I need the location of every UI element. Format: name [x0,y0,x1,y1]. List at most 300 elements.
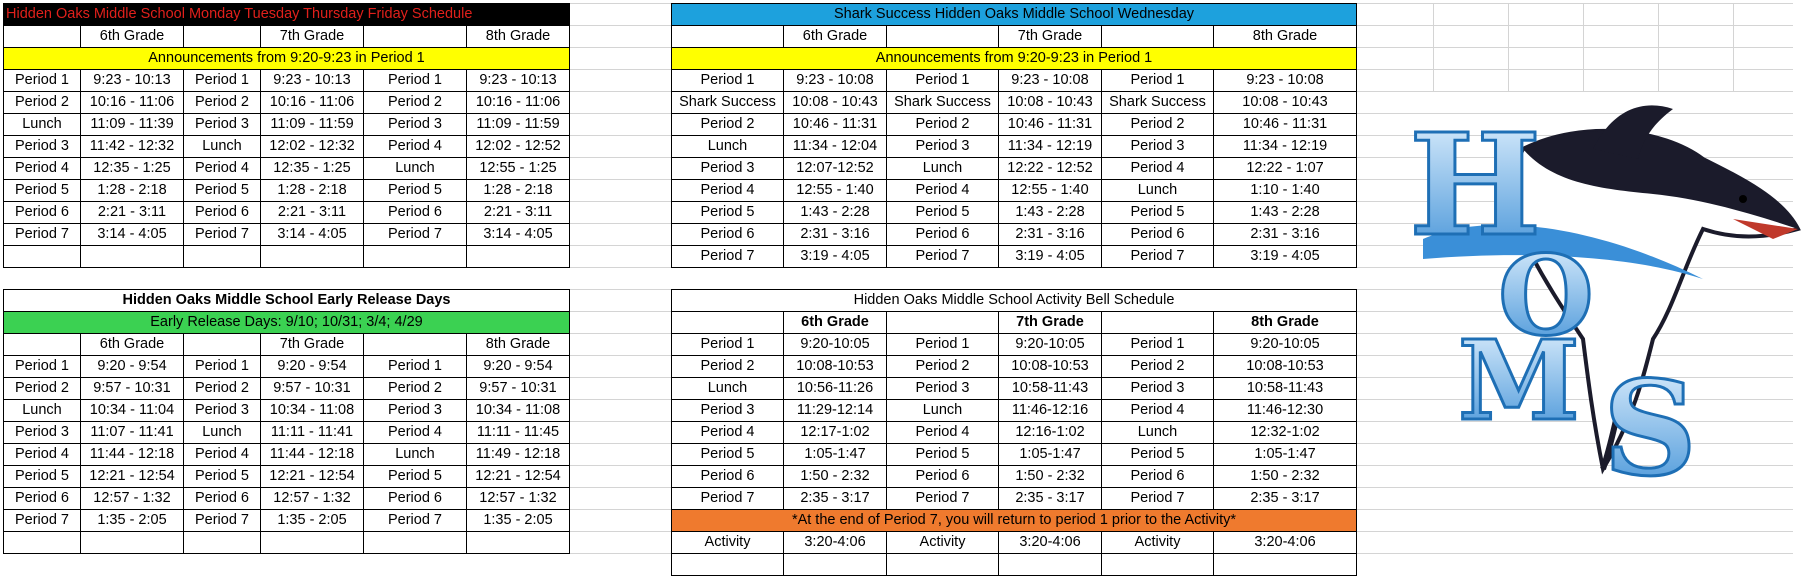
time-cell[interactable]: 11:29-12:14 [784,400,887,422]
time-cell[interactable]: 12:21 - 12:54 [81,466,184,488]
period-cell[interactable]: Period 3 [887,136,999,158]
time-cell[interactable]: 10:34 - 11:08 [261,400,364,422]
time-cell[interactable]: 3:19 - 4:05 [1214,246,1357,268]
period-cell[interactable]: Lunch [672,378,784,400]
time-cell[interactable]: 10:58-11:43 [1214,378,1357,400]
grade-7-header[interactable]: 7th Grade [999,26,1102,48]
early-release-table [3,289,570,554]
period-cell[interactable]: Period 2 [364,378,467,400]
period-cell[interactable]: Period 3 [672,400,784,422]
period-cell[interactable]: Period 5 [672,202,784,224]
table-row [4,466,570,488]
time-cell[interactable]: 9:20-10:05 [999,334,1102,356]
period-cell[interactable]: Period 3 [1102,378,1214,400]
time-cell[interactable]: 11:11 - 11:41 [261,422,364,444]
mtthf-announcements[interactable]: Announcements from 9:20-9:23 in Period 1 [4,48,570,70]
wednesday-announcements[interactable]: Announcements from 9:20-9:23 in Period 1 [672,48,1357,70]
period-cell[interactable]: Period 6 [364,488,467,510]
period-cell[interactable]: Period 6 [672,466,784,488]
cell[interactable] [364,532,467,554]
period-cell[interactable]: Period 3 [184,114,261,136]
period-cell[interactable]: Period 4 [184,444,261,466]
period-cell[interactable]: Period 4 [887,422,999,444]
table-row [672,180,1357,202]
time-cell[interactable]: 9:20-10:05 [784,334,887,356]
time-cell[interactable]: 3:20-4:06 [784,532,887,554]
period-cell[interactable]: Period 6 [887,224,999,246]
period-cell[interactable]: Period 1 [364,356,467,378]
period-cell[interactable]: Period 3 [364,114,467,136]
mtthf-title[interactable]: Hidden Oaks Middle School Monday Tuesday Thursday Friday Schedule [4,4,570,26]
grade-8-header[interactable]: 8th Grade [1214,26,1357,48]
time-cell[interactable]: 10:08 - 10:43 [1214,92,1357,114]
time-cell[interactable]: 10:46 - 11:31 [999,114,1102,136]
cell[interactable] [364,26,467,48]
time-cell[interactable]: 12:16-1:02 [999,422,1102,444]
period-cell[interactable]: Period 7 [672,488,784,510]
time-cell[interactable]: 12:22 - 1:07 [1214,158,1357,180]
early-release-dates[interactable]: Early Release Days: 9/10; 10/31; 3/4; 4/29 [4,312,570,334]
gridline [1658,3,1659,91]
time-cell[interactable]: 2:31 - 3:16 [999,224,1102,246]
cell[interactable] [672,26,784,48]
time-cell[interactable]: 1:43 - 2:28 [784,202,887,224]
time-cell[interactable]: 9:20 - 9:54 [261,356,364,378]
table-row [672,422,1357,444]
period-cell[interactable]: Activity [672,532,784,554]
period-cell[interactable]: Period 1 [672,70,784,92]
period-cell[interactable]: Period 5 [887,444,999,466]
time-cell[interactable]: 12:17-1:02 [784,422,887,444]
grade-6-header[interactable]: 6th Grade [81,26,184,48]
activity-rows [672,334,1357,510]
period-cell[interactable]: Period 3 [4,136,81,158]
time-cell[interactable]: 11:44 - 12:18 [81,444,184,466]
period-cell[interactable]: Period 2 [1102,356,1214,378]
cell[interactable] [4,532,81,554]
time-cell[interactable]: 10:58-11:43 [999,378,1102,400]
table-row [672,70,1357,92]
time-cell[interactable]: 10:34 - 11:04 [81,400,184,422]
time-cell[interactable]: 12:02 - 12:32 [261,136,364,158]
time-cell[interactable]: 3:20-4:06 [999,532,1102,554]
period-cell[interactable]: Period 4 [184,158,261,180]
period-cell[interactable]: Period 4 [4,444,81,466]
time-cell[interactable]: 9:23 - 10:08 [999,70,1102,92]
table-row [672,136,1357,158]
period-cell[interactable]: Period 7 [4,224,81,246]
table-row [4,70,570,92]
time-cell[interactable]: 12:07-12:52 [784,158,887,180]
period-cell[interactable]: Period 2 [887,114,999,136]
period-cell[interactable]: Period 2 [184,378,261,400]
time-cell[interactable]: 10:16 - 11:06 [81,92,184,114]
time-cell[interactable]: 11:09 - 11:59 [261,114,364,136]
period-cell[interactable]: Period 5 [4,180,81,202]
table-row [4,510,570,532]
period-cell[interactable]: Period 1 [364,70,467,92]
time-cell[interactable]: 11:09 - 11:59 [467,114,570,136]
period-cell[interactable]: Period 5 [887,202,999,224]
time-cell[interactable]: 12:21 - 12:54 [467,466,570,488]
grade-7-header[interactable]: 7th Grade [999,312,1102,334]
period-cell[interactable]: Lunch [887,158,999,180]
table-row [672,400,1357,422]
period-cell[interactable]: Period 2 [364,92,467,114]
period-cell[interactable]: Period 5 [1102,202,1214,224]
cell[interactable] [999,554,1102,576]
time-cell[interactable]: 1:50 - 2:32 [784,466,887,488]
table-row [672,356,1357,378]
period-cell[interactable]: Period 7 [184,224,261,246]
time-cell[interactable]: 1:28 - 2:18 [81,180,184,202]
time-cell[interactable]: 2:21 - 3:11 [467,202,570,224]
cell[interactable] [1102,554,1214,576]
time-cell[interactable]: 9:20 - 9:54 [467,356,570,378]
mtthf-schedule-table [3,3,570,268]
cell[interactable] [672,554,784,576]
cell[interactable] [184,334,261,356]
time-cell[interactable]: 3:14 - 4:05 [467,224,570,246]
logo-letter-h: H [1409,104,1542,268]
period-cell[interactable]: Shark Success [672,92,784,114]
time-cell[interactable]: 9:23 - 10:13 [467,70,570,92]
table-row [672,92,1357,114]
cell[interactable] [887,554,999,576]
period-cell[interactable]: Period 5 [4,466,81,488]
period-cell[interactable]: Period 4 [364,136,467,158]
period-cell[interactable]: Lunch [184,422,261,444]
table-row [672,158,1357,180]
time-cell[interactable]: 10:56-11:26 [784,378,887,400]
time-cell[interactable]: 10:08 - 10:43 [999,92,1102,114]
time-cell[interactable]: 10:08-10:53 [1214,356,1357,378]
period-cell[interactable]: Activity [1102,532,1214,554]
wednesday-title[interactable]: Shark Success Hidden Oaks Middle School Wednesday [672,4,1357,26]
period-cell[interactable]: Period 1 [1102,70,1214,92]
period-cell[interactable]: Lunch [1102,422,1214,444]
table-row [4,136,570,158]
time-cell[interactable]: 11:34 - 12:04 [784,136,887,158]
table-row [672,466,1357,488]
cell[interactable] [81,246,184,268]
table-row [672,532,1357,554]
cell[interactable] [261,246,364,268]
table-row [672,378,1357,400]
time-cell[interactable]: 1:05-1:47 [784,444,887,466]
time-cell[interactable]: 11:46-12:16 [999,400,1102,422]
table-row [4,422,570,444]
period-cell[interactable]: Period 6 [364,202,467,224]
period-cell[interactable]: Period 4 [364,422,467,444]
grade-6-header[interactable]: 6th Grade [784,26,887,48]
grade-6-header[interactable]: 6th Grade [784,312,887,334]
cell[interactable] [364,246,467,268]
time-cell[interactable]: 9:23 - 10:08 [784,70,887,92]
time-cell[interactable]: 12:55 - 1:40 [999,180,1102,202]
period-cell[interactable]: Lunch [887,400,999,422]
cell[interactable] [1102,312,1214,334]
time-cell[interactable]: 12:22 - 12:52 [999,158,1102,180]
time-cell[interactable]: 12:57 - 1:32 [467,488,570,510]
table-row [4,488,570,510]
period-cell[interactable]: Period 7 [364,510,467,532]
period-cell[interactable]: Period 7 [364,224,467,246]
wednesday-schedule-table [671,3,1357,268]
grade-8-header[interactable]: 8th Grade [1214,312,1357,334]
period-cell[interactable]: Period 2 [4,378,81,400]
time-cell[interactable]: 1:10 - 1:40 [1214,180,1357,202]
period-cell[interactable]: Period 7 [887,488,999,510]
time-cell[interactable]: 12:35 - 1:25 [81,158,184,180]
cell[interactable] [184,246,261,268]
period-cell[interactable]: Period 3 [364,400,467,422]
activity-final-row [672,532,1357,554]
period-cell[interactable]: Period 1 [887,334,999,356]
time-cell[interactable]: 2:35 - 3:17 [784,488,887,510]
cell[interactable] [887,312,999,334]
time-cell[interactable]: 1:50 - 2:32 [999,466,1102,488]
gridline [1733,3,1734,91]
time-cell[interactable]: 1:05-1:47 [999,444,1102,466]
cell[interactable] [4,334,81,356]
period-cell[interactable]: Period 1 [4,356,81,378]
cell[interactable] [4,246,81,268]
period-cell[interactable]: Period 1 [184,356,261,378]
time-cell[interactable]: 11:42 - 12:32 [81,136,184,158]
period-cell[interactable]: Period 5 [184,466,261,488]
time-cell[interactable]: 12:21 - 12:54 [261,466,364,488]
time-cell[interactable]: 11:44 - 12:18 [261,444,364,466]
cell[interactable] [184,532,261,554]
period-cell[interactable]: Period 4 [672,180,784,202]
table-row [4,356,570,378]
period-cell[interactable]: Lunch [184,136,261,158]
period-cell[interactable]: Period 6 [184,202,261,224]
time-cell[interactable]: 1:43 - 2:28 [999,202,1102,224]
time-cell[interactable]: 11:49 - 12:18 [467,444,570,466]
table-row [672,444,1357,466]
period-cell[interactable]: Period 6 [672,224,784,246]
table-row [672,334,1357,356]
early-rows [4,356,570,532]
period-cell[interactable]: Period 2 [1102,114,1214,136]
cell[interactable] [184,26,261,48]
period-cell[interactable]: Period 6 [1102,224,1214,246]
period-cell[interactable]: Period 7 [672,246,784,268]
period-cell[interactable]: Period 1 [4,70,81,92]
period-cell[interactable]: Period 4 [1102,158,1214,180]
time-cell[interactable]: 1:28 - 2:18 [261,180,364,202]
time-cell[interactable]: 9:20 - 9:54 [81,356,184,378]
period-cell[interactable]: Period 3 [1102,136,1214,158]
table-row [4,180,570,202]
cell[interactable] [672,312,784,334]
cell[interactable] [467,532,570,554]
time-cell[interactable]: 2:35 - 3:17 [999,488,1102,510]
time-cell[interactable]: 9:20-10:05 [1214,334,1357,356]
time-cell[interactable]: 2:31 - 3:16 [784,224,887,246]
period-cell[interactable]: Lunch [4,400,81,422]
grade-6-header[interactable]: 6th Grade [81,334,184,356]
period-cell[interactable]: Period 1 [1102,334,1214,356]
period-cell[interactable]: Period 7 [1102,488,1214,510]
period-cell[interactable]: Shark Success [887,92,999,114]
cell[interactable] [1102,26,1214,48]
time-cell[interactable]: 3:19 - 4:05 [999,246,1102,268]
period-cell[interactable]: Period 3 [4,422,81,444]
period-cell[interactable]: Period 5 [364,180,467,202]
table-row [672,202,1357,224]
period-cell[interactable]: Period 6 [184,488,261,510]
time-cell[interactable]: 11:34 - 12:19 [999,136,1102,158]
cell[interactable] [261,532,364,554]
period-cell[interactable]: Lunch [364,158,467,180]
period-cell[interactable]: Period 7 [4,510,81,532]
time-cell[interactable]: 11:09 - 11:39 [81,114,184,136]
activity-note[interactable]: *At the end of Period 7, you will return to period 1 prior to the Activity* [672,510,1357,532]
period-cell[interactable]: Period 7 [1102,246,1214,268]
wednesday-rows [672,70,1357,268]
period-cell[interactable]: Period 3 [887,378,999,400]
period-cell[interactable]: Period 4 [1102,400,1214,422]
period-cell[interactable]: Period 6 [4,202,81,224]
period-cell[interactable]: Period 1 [184,70,261,92]
period-cell[interactable]: Period 4 [887,180,999,202]
time-cell[interactable]: 9:23 - 10:08 [1214,70,1357,92]
time-cell[interactable]: 12:57 - 1:32 [261,488,364,510]
period-cell[interactable]: Period 2 [184,92,261,114]
time-cell[interactable]: 12:57 - 1:32 [81,488,184,510]
table-row [672,488,1357,510]
time-cell[interactable]: 1:43 - 2:28 [1214,202,1357,224]
period-cell[interactable]: Period 5 [184,180,261,202]
table-row [4,158,570,180]
time-cell[interactable]: 1:28 - 2:18 [467,180,570,202]
time-cell[interactable]: 3:19 - 4:05 [784,246,887,268]
time-cell[interactable]: 2:31 - 3:16 [1214,224,1357,246]
logo-letter-m: M [1458,316,1580,445]
period-cell[interactable]: Lunch [672,136,784,158]
table-row [4,444,570,466]
gridline [1433,3,1434,91]
time-cell[interactable]: 1:35 - 2:05 [261,510,364,532]
period-cell[interactable]: Lunch [4,114,81,136]
time-cell[interactable]: 1:35 - 2:05 [81,510,184,532]
spreadsheet [3,3,1793,583]
cell[interactable] [887,26,999,48]
table-row [4,202,570,224]
time-cell[interactable]: 9:57 - 10:31 [467,378,570,400]
grade-7-header[interactable]: 7th Grade [261,334,364,356]
time-cell[interactable]: 10:16 - 11:06 [261,92,364,114]
grade-8-header[interactable]: 8th Grade [467,26,570,48]
time-cell[interactable]: 9:57 - 10:31 [81,378,184,400]
cell[interactable] [784,554,887,576]
period-cell[interactable]: Period 2 [672,114,784,136]
period-cell[interactable]: Period 2 [672,356,784,378]
period-cell[interactable]: Period 7 [184,510,261,532]
period-cell[interactable]: Period 5 [672,444,784,466]
period-cell[interactable]: Period 3 [184,400,261,422]
period-cell[interactable]: Period 7 [887,246,999,268]
time-cell[interactable]: 10:08-10:53 [784,356,887,378]
time-cell[interactable]: 1:50 - 2:32 [1214,466,1357,488]
period-cell[interactable]: Period 4 [672,422,784,444]
time-cell[interactable]: 10:34 - 11:08 [467,400,570,422]
time-cell[interactable]: 11:11 - 11:45 [467,422,570,444]
period-cell[interactable]: Period 1 [672,334,784,356]
time-cell[interactable]: 12:55 - 1:40 [784,180,887,202]
early-title[interactable]: Hidden Oaks Middle School Early Release Days [4,290,570,312]
time-cell[interactable]: 12:55 - 1:25 [467,158,570,180]
period-cell[interactable]: Period 6 [887,466,999,488]
period-cell[interactable]: Shark Success [1102,92,1214,114]
period-cell[interactable]: Period 2 [887,356,999,378]
period-cell[interactable]: Period 6 [1102,466,1214,488]
time-cell[interactable]: 10:46 - 11:31 [1214,114,1357,136]
time-cell[interactable]: 3:20-4:06 [1214,532,1357,554]
logo-letter-s: S [1603,352,1697,489]
time-cell[interactable]: 2:21 - 3:11 [261,202,364,224]
cell[interactable] [1214,554,1357,576]
time-cell[interactable]: 12:02 - 12:52 [467,136,570,158]
time-cell[interactable]: 10:08-10:53 [999,356,1102,378]
period-cell[interactable]: Period 5 [364,466,467,488]
time-cell[interactable]: 12:32-1:02 [1214,422,1357,444]
time-cell[interactable]: 3:14 - 4:05 [261,224,364,246]
time-cell[interactable]: 10:16 - 11:06 [467,92,570,114]
grade-7-header[interactable]: 7th Grade [261,26,364,48]
time-cell[interactable]: 9:23 - 10:13 [81,70,184,92]
time-cell[interactable]: 11:07 - 11:41 [81,422,184,444]
cell[interactable] [467,246,570,268]
table-row [4,378,570,400]
table-row [672,246,1357,268]
time-cell[interactable]: 9:23 - 10:13 [261,70,364,92]
table-row [672,114,1357,136]
grade-8-header[interactable]: 8th Grade [467,334,570,356]
period-cell[interactable]: Period 1 [887,70,999,92]
period-cell[interactable]: Period 4 [4,158,81,180]
table-row [4,114,570,136]
homs-shark-logo [1403,89,1803,489]
period-cell[interactable]: Lunch [364,444,467,466]
time-cell[interactable]: 10:08 - 10:43 [784,92,887,114]
time-cell[interactable]: 12:35 - 1:25 [261,158,364,180]
time-cell[interactable]: 10:46 - 11:31 [784,114,887,136]
time-cell[interactable]: 1:05-1:47 [1214,444,1357,466]
period-cell[interactable]: Lunch [1102,180,1214,202]
time-cell[interactable]: 9:57 - 10:31 [261,378,364,400]
table-row [4,224,570,246]
period-cell[interactable]: Activity [887,532,999,554]
period-cell[interactable]: Period 3 [672,158,784,180]
time-cell[interactable]: 11:46-12:30 [1214,400,1357,422]
time-cell[interactable]: 2:21 - 3:11 [81,202,184,224]
activity-title[interactable]: Hidden Oaks Middle School Activity Bell Schedule [672,290,1357,312]
period-cell[interactable]: Period 2 [4,92,81,114]
period-cell[interactable]: Period 6 [4,488,81,510]
time-cell[interactable]: 1:35 - 2:05 [467,510,570,532]
period-cell[interactable]: Period 5 [1102,444,1214,466]
time-cell[interactable]: 11:34 - 12:19 [1214,136,1357,158]
time-cell[interactable]: 2:35 - 3:17 [1214,488,1357,510]
cell[interactable] [81,532,184,554]
time-cell[interactable]: 3:14 - 4:05 [81,224,184,246]
cell[interactable] [364,334,467,356]
cell[interactable] [4,26,81,48]
